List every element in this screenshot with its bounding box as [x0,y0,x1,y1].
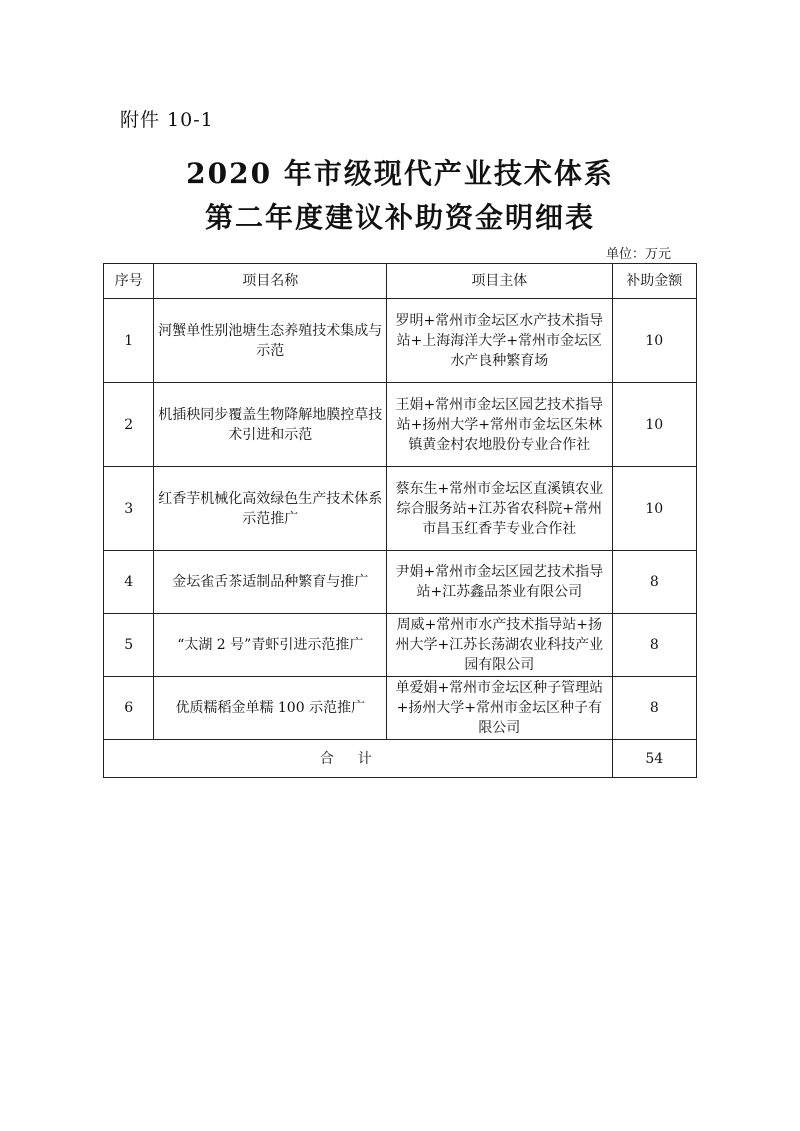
header-name: 项目名称 [154,264,387,299]
row-amount: 8 [612,677,696,740]
unit-label: 单位：万元 [606,247,672,262]
row-project-body: 罗明+常州市金坛区水产技术指导站+上海海洋大学+常州市金坛区水产良种繁育场 [387,299,612,383]
row-no: 3 [104,467,154,551]
row-project-name: 河蟹单性别池塘生态养殖技术集成与示范 [154,299,387,383]
table-row [104,383,697,467]
row-amount: 10 [612,299,696,383]
row-project-body: 单爱娟+常州市金坛区种子管理站+扬州大学+常州市金坛区种子有限公司 [387,677,612,740]
row-no: 5 [104,614,154,677]
row-project-body: 周威+常州市水产技术指导站+扬州大学+江苏长荡湖农业科技产业园有限公司 [387,614,612,677]
row-amount: 8 [612,551,696,614]
row-project-body: 王娟+常州市金坛区园艺技术指导站+扬州大学+常州市金坛区朱林镇黄金村农地股份专业合作社 [387,383,612,467]
row-project-name: “太湖 2 号”青虾引进示范推广 [154,614,387,677]
row-project-name: 机插秧同步覆盖生物降解地膜控草技术引进和示范 [154,383,387,467]
table-row [104,467,697,551]
row-project-body: 尹娟+常州市金坛区园艺技术指导站+江苏鑫品茶业有限公司 [387,551,612,614]
row-project-body: 蔡东生+常州市金坛区直溪镇农业综合服务站+江苏省农科院+常州市昌玉红香芋专业合作社 [387,467,612,551]
document-title-line-1: 2020 年市级现代产业技术体系 [186,157,614,190]
row-amount: 8 [612,614,696,677]
row-no: 2 [104,383,154,467]
row-no: 6 [104,677,154,740]
document-title-line-2: 第二年度建议补助资金明细表 [204,201,595,234]
table-row [104,614,697,677]
header-body: 项目主体 [387,264,612,299]
header-no: 序号 [104,264,154,299]
table-row [104,551,697,614]
table-row [104,299,697,383]
total-amount: 54 [612,740,696,778]
row-no: 1 [104,299,154,383]
row-project-name: 红香芋机械化高效绿色生产技术体系示范推广 [154,467,387,551]
row-amount: 10 [612,467,696,551]
row-amount: 10 [612,383,696,467]
row-project-name: 优质糯稻金单糯 100 示范推广 [154,677,387,740]
header-amount: 补助金额 [612,264,696,299]
attachment-label: 附件 10-1 [120,109,214,131]
row-no: 4 [104,551,154,614]
table-header-row [104,264,697,299]
subsidy-table [103,263,697,778]
table-row [104,677,697,740]
total-label: 合计 [319,750,396,767]
table-total-row [104,740,697,778]
row-project-name: 金坛雀舌茶适制品种繁育与推广 [154,551,387,614]
total-label-cell [104,740,613,778]
